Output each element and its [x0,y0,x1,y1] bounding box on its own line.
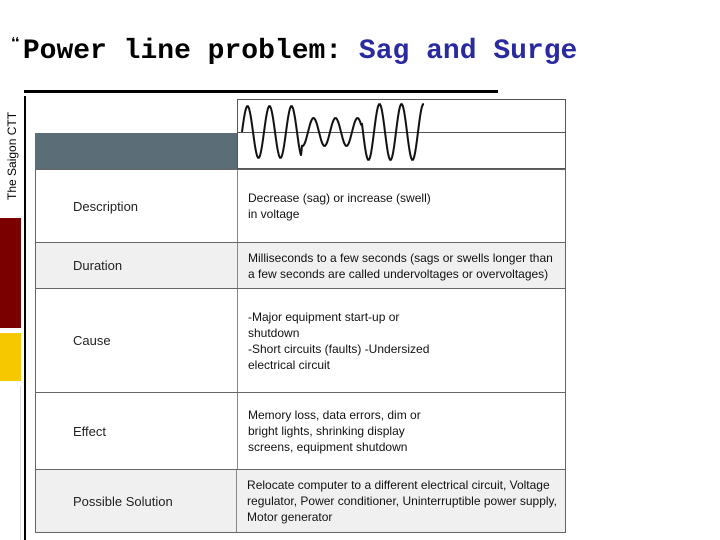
row-value [238,393,565,469]
table-row-effect [36,392,565,469]
row-line: Decrease (sag) or increase (swell) [248,191,431,205]
side-vertical-line [24,96,26,540]
row-value [237,470,565,532]
row-line: screens, equipment shutdown [248,440,408,454]
side-block-yellow [0,333,21,381]
row-value [238,243,565,288]
row-line: Memory loss, data errors, dim or [248,408,421,422]
row-label: Description [36,170,238,242]
row-label: Cause [36,289,238,392]
table-row-cause [36,288,565,392]
table-row-duration [36,242,565,288]
row-value [238,289,565,392]
side-block-red [0,218,21,328]
row-line: shutdown [248,325,300,340]
row-line: Milliseconds to a few seconds (sags or swells longer than [248,250,553,265]
title-part-2: Sag and Surge [358,36,578,67]
row-label: Possible Solution [36,470,237,532]
row-line: regulator, Power conditioner, Uninterruptible power supply, [247,494,557,508]
row-value [238,170,565,242]
row-line: -Major equipment start-up or [248,309,400,324]
side-block-white [0,386,21,540]
table-row-solution [36,469,565,532]
table-header-bar [35,133,237,169]
side-label: The Saigon CTT [5,111,19,200]
waveform-graphic [238,100,567,170]
sag-surge-waveform [242,104,424,159]
page-title [10,34,577,67]
row-line: bright lights, shrinking display [248,424,405,438]
row-line: a few seconds are called undervoltages or overvoltages) [248,266,549,281]
row-line: electrical circuit [248,357,331,372]
info-table [35,169,566,533]
row-line: -Short circuits (faults) -Undersized [248,341,430,356]
table-row-description [36,169,565,242]
row-line: Motor generator [247,510,333,524]
bullet-icon: ❝ [10,36,21,56]
title-part-1: Power line problem: [22,36,359,67]
row-line: Relocate computer to a different electrical circuit, Voltage [247,478,550,492]
row-label: Effect [36,393,238,469]
title-underline [24,90,498,93]
row-label: Duration [36,243,238,288]
waveform-figure [237,99,566,169]
row-line: in voltage [248,207,300,221]
